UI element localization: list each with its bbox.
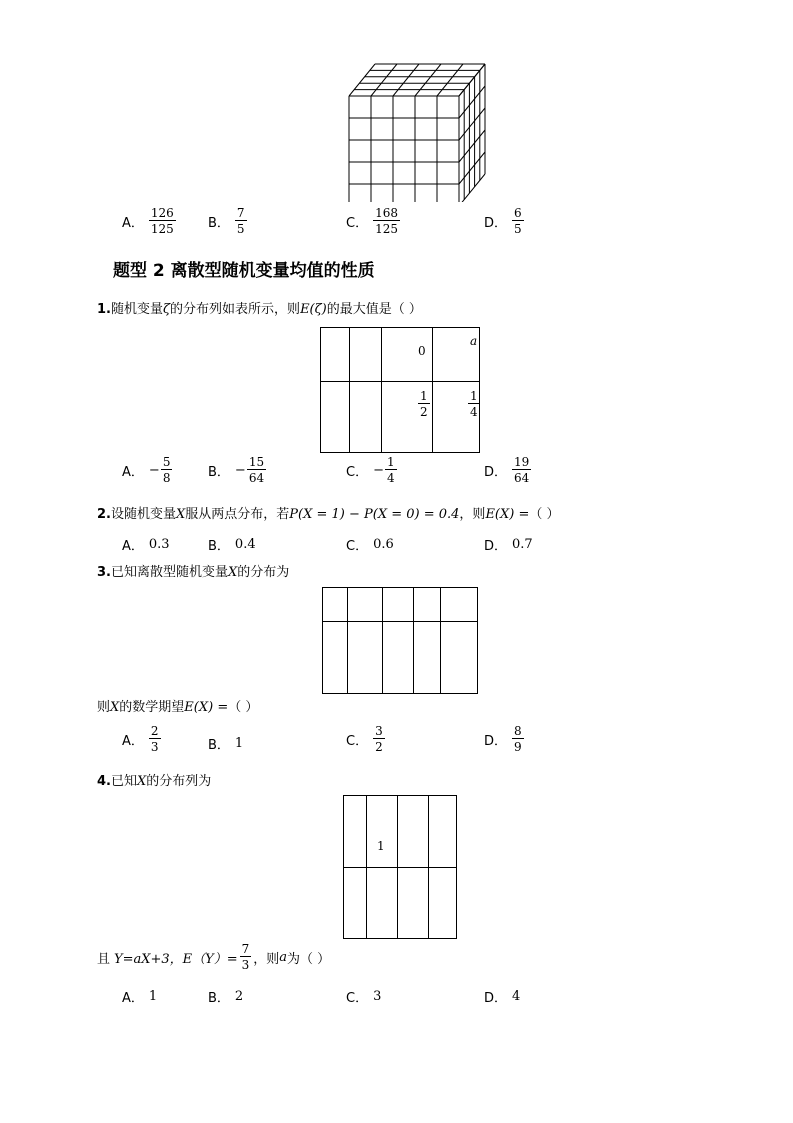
fraction: $\frac{1}{2}$ [420,389,428,419]
q1-option-d: D． $\frac{19}{64}$ [484,455,530,485]
fraction: $\frac{19}{64}$ [514,455,530,485]
q4-option-d: D． 4 [484,989,521,1006]
fraction: $\frac{6}{5}$ [514,206,522,236]
fraction: $\frac{126}{125}$ [150,206,174,236]
q3-stem: 3.已知离散型随机变量X的分布为 [97,565,290,580]
cube-option-d: D． $\frac{6}{5}$ [484,206,522,236]
q3-option-a: A． $\frac{2}{3}$ [122,724,159,754]
q4-table-value-1: 1 [377,839,385,853]
fraction: $\frac{2}{3}$ [150,724,159,754]
section-heading: 题型 2 离散型随机变量均值的性质 [113,261,375,281]
q1-option-a: A． − $\frac{5}{8}$ [122,455,171,485]
q3-distribution-table [322,587,478,694]
q1-option-c: C． − $\frac{1}{4}$ [346,455,395,485]
q3-option-d: D． $\frac{8}{9}$ [484,724,522,754]
q4-follow: 且 Y=aX+3，E（Y）= $\frac{7}{3}$ ，则 a 为（ ） [97,942,331,972]
q1-table-value-a: a [470,334,478,348]
q2-stem: 2.设随机变量X服从两点分布，若P(X = 1) − P(X = 0) = 0.4，则E(X) =（ ） [97,507,560,522]
q3-option-c: C． $\frac{3}{2}$ [346,724,383,754]
fraction: $\frac{5}{8}$ [162,455,171,485]
q1-table-value-0: 0 [418,344,426,358]
cube-option-c: C． $\frac{168}{125}$ [346,206,398,236]
cube-figure [346,62,486,202]
cube-option-b: B． $\frac{7}{5}$ [208,206,245,236]
q3-follow: 则X的数学期望E(X) =（ ） [97,700,259,715]
q4-distribution-table [343,795,457,939]
q1-option-b: B． − $\frac{15}{64}$ [208,455,265,485]
q4-option-b: B． 2 [208,989,244,1006]
q1-stem: 1.随机变量ζ的分布列如表所示，则E(ζ)的最大值是（ ） [97,302,422,317]
fraction: $\frac{3}{2}$ [375,724,383,754]
q4-option-c: C． 3 [346,989,382,1006]
fraction: $\frac{168}{125}$ [375,206,398,236]
q4-option-a: A． 1 [122,989,158,1006]
q2-option-b: B． 0.4 [208,537,256,554]
fraction: $\frac{7}{3}$ [241,942,250,972]
q4-stem: 4.已知X的分布列为 [97,774,212,789]
cube-option-a: A． $\frac{126}{125}$ [122,206,174,236]
fraction: $\frac{1}{4}$ [470,389,478,419]
q2-option-d: D． 0.7 [484,537,533,554]
fraction: $\frac{8}{9}$ [514,724,522,754]
fraction: $\frac{1}{4}$ [386,455,395,485]
q1-distribution-table [320,327,480,453]
fraction: $\frac{15}{64}$ [248,455,265,485]
q3-option-b: B． 1 [208,736,244,753]
fraction: $\frac{7}{5}$ [236,206,245,236]
q2-option-c: C． 0.6 [346,537,394,554]
q2-option-a: A． 0.3 [122,537,170,554]
